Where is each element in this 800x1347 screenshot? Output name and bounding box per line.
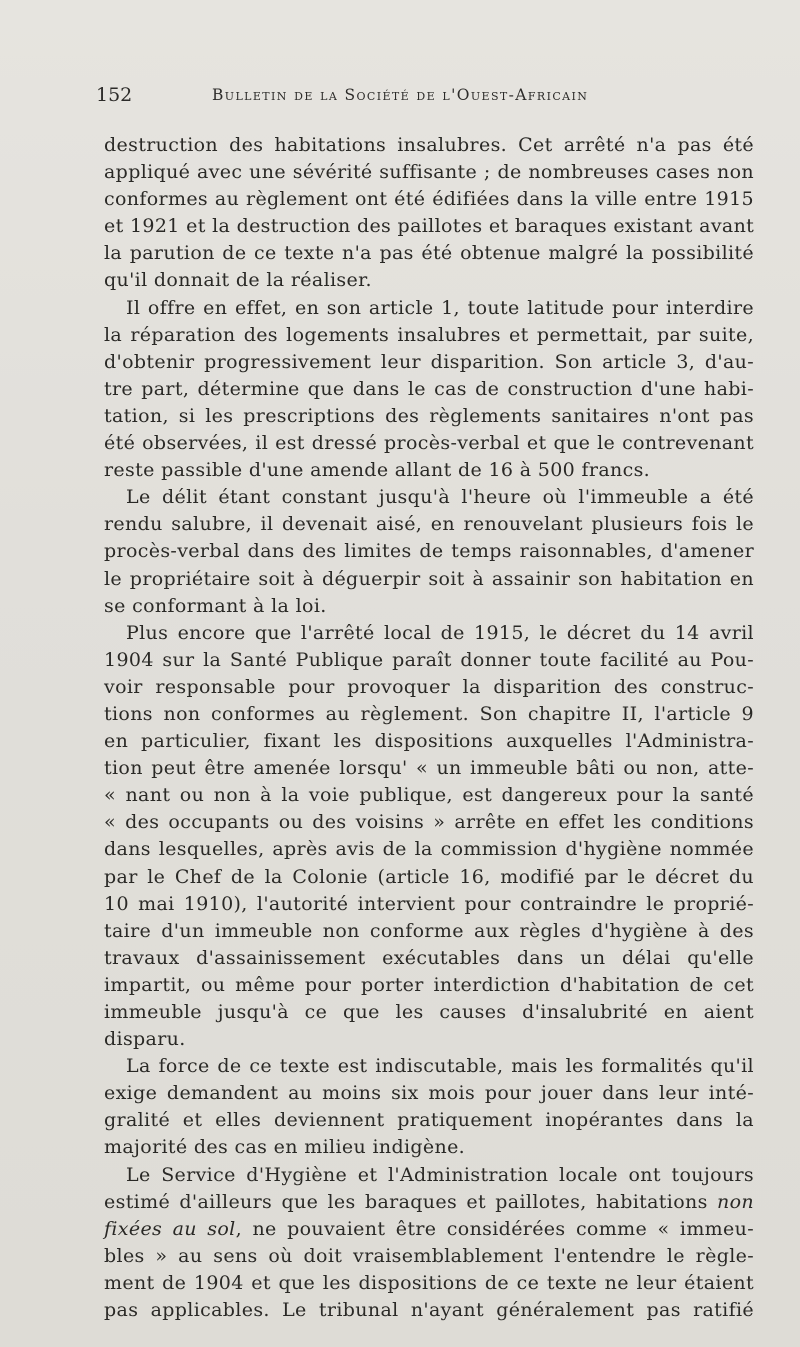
text-line: et 1921 et la destruction des paillotes et baraques existant avant	[104, 215, 755, 238]
page-header	[96, 84, 736, 112]
text-line	[104, 1216, 754, 1243]
text-line: rendu salubre, il devenait aisé, en renouvelant plusieurs fois le	[104, 513, 754, 536]
text-line: 10 mai 1910), l'autorité intervient pour contraindre le proprié-	[104, 892, 754, 915]
italic-fragment: non	[717, 1190, 755, 1213]
text-line: d'obtenir progressivement leur disparition. Son article 3, d'au-	[104, 350, 754, 373]
text-line: gralité et elles deviennent pratiquement inopérantes dans la	[104, 1109, 754, 1132]
text-line: immeuble jusqu'à ce que les causes d'insalubrité en aient	[104, 1001, 754, 1023]
text-line: La force de ce texte est indiscutable, mais les formalités qu'il	[126, 1055, 754, 1078]
text-line: Le délit étant constant jusqu'à l'heure où l'immeuble a été	[126, 486, 754, 509]
text-line: Le Service d'Hygiène et l'Administration locale ont toujours	[126, 1163, 754, 1186]
text-line: procès-verbal dans des limites de temps raisonnables, d'amener	[104, 540, 754, 563]
text-line: conformes au règlement ont été édifiées dans la ville entre 1915	[104, 188, 754, 211]
body-text	[104, 132, 754, 1324]
text-line	[104, 1189, 754, 1216]
text-line: travaux d'assainissement exécutables dans un délai qu'elle	[104, 946, 754, 969]
text-line: tation, si les prescriptions des règlements sanitaires n'ont pas	[104, 404, 754, 427]
text-line: se conformant à la loi.	[104, 594, 327, 617]
text-line: la parution de ce texte n'a pas été obtenue malgré la possibilité	[104, 242, 754, 265]
text-line: Plus encore que l'arrêté local de 1915, le décret du 14 avril	[126, 621, 754, 644]
text-line: bles » au sens où doit vraisemblablement l'entendre le règle-	[104, 1244, 754, 1267]
text-line: dans lesquelles, après avis de la commission d'hygiène nommée	[104, 838, 754, 861]
text-line: la réparation des logements insalubres et permettait, par suite,	[104, 323, 754, 346]
text-line: tions non conformes au règlement. Son chapitre II, l'article 9	[104, 702, 754, 725]
text-fragment: , ne pouvaient être considérées comme « immeu-	[235, 1217, 755, 1240]
text-line: tion peut être amenée lorsqu' « un immeuble bâti ou non, atte-	[104, 757, 754, 780]
running-title: Bulletin de la Société de l'Ouest-Africain	[212, 86, 589, 104]
text-line: impartit, ou même pour porter interdiction d'habitation de cet	[104, 973, 754, 996]
text-line: destruction des habitations insalubres. Cet arrêté n'a pas été	[104, 134, 754, 156]
text-line: « des occupants ou des voisins » arrête en effet les conditions	[104, 811, 754, 834]
text-line: été observées, il est dressé procès-verbal et que le contrevenant	[104, 432, 754, 455]
text-line: ment de 1904 et que les dispositions de ce texte ne leur étaient	[104, 1271, 754, 1294]
text-line: Il offre en effet, en son article 1, toute latitude pour interdire	[126, 296, 754, 319]
text-line: pas applicables. Le tribunal n'ayant généralement pas ratifié	[104, 1299, 754, 1322]
text-line: le propriétaire soit à déguerpir soit à assainir son habitation en	[104, 567, 754, 590]
text-line: 1904 sur la Santé Publique paraît donner toute facilité au Pou-	[104, 648, 754, 671]
text-line: majorité des cas en milieu indigène.	[104, 1136, 466, 1159]
text-line: appliqué avec une sévérité suffisante ; de nombreuses cases non	[104, 161, 754, 184]
text-line: tre part, détermine que dans le cas de construction d'une habi-	[104, 377, 754, 400]
text-line: par le Chef de la Colonie (article 16, modifié par le décret du	[104, 865, 754, 888]
page-number: 152	[96, 84, 133, 106]
text-line: exige demandent au moins six mois pour jouer dans leur inté-	[104, 1082, 754, 1105]
italic-fragment: fixées au sol	[104, 1217, 236, 1240]
text-fragment: estimé d'ailleurs que les baraques et paillotes, habitations	[104, 1190, 708, 1213]
text-line: disparu.	[104, 1028, 186, 1051]
text-line: voir responsable pour provoquer la disparition des construc-	[104, 675, 754, 698]
text-line: taire d'un immeuble non conforme aux règles d'hygiène à des	[104, 919, 754, 942]
text-line: en particulier, fixant les dispositions auxquelles l'Administra-	[104, 730, 754, 753]
text-line: « nant ou non à la voie publique, est dangereux pour la santé	[104, 784, 754, 807]
text-line: reste passible d'une amende allant de 16 à 500 francs.	[104, 459, 651, 482]
text-line: qu'il donnait de la réaliser.	[104, 269, 372, 292]
